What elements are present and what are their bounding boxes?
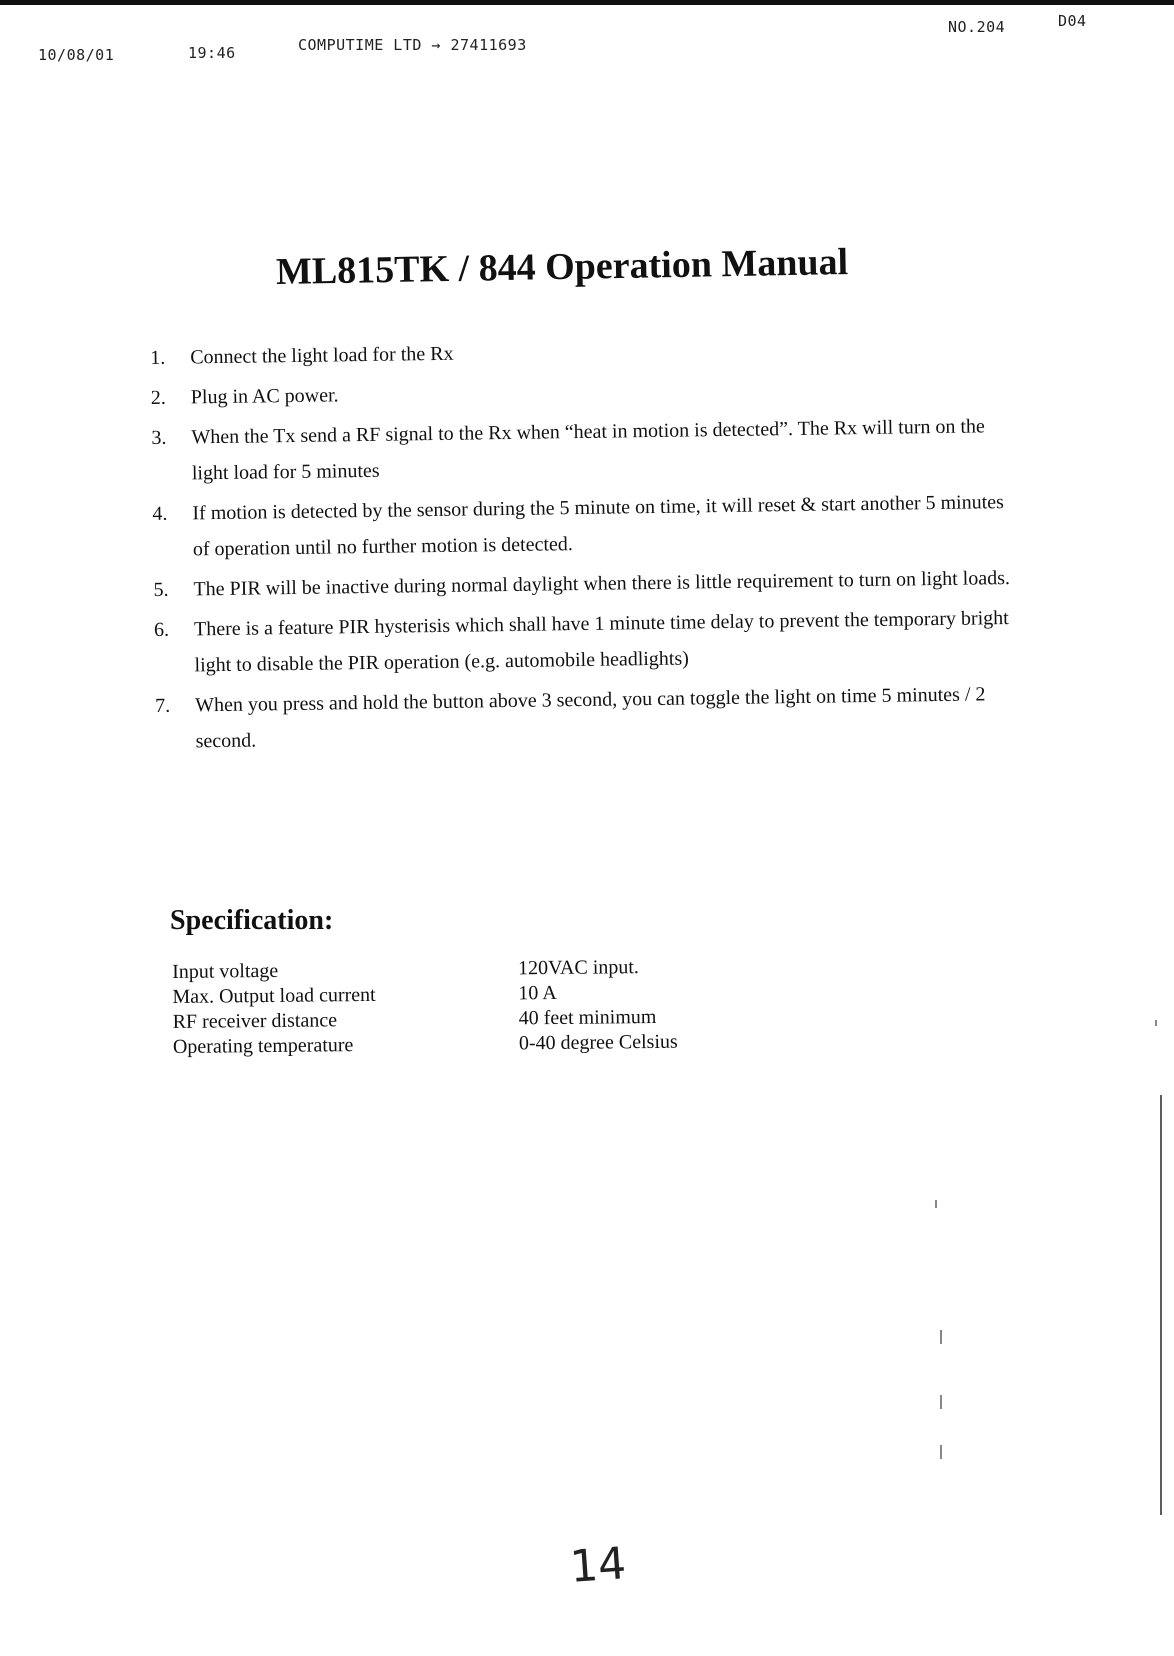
scan-edge-line — [1160, 1095, 1162, 1515]
step-number: 2. — [150, 386, 166, 409]
step-text: When the Tx send a RF signal to the Rx when “heat in motion is detected”. The Rx will turn on the light load for 5 minutes — [191, 415, 986, 485]
fax-top-border — [0, 0, 1174, 5]
spec-value: 10 A — [518, 981, 557, 1005]
step-text: The PIR will be inactive during normal daylight when there is little requirement to turn on light loads. — [193, 567, 1011, 601]
list-item — [154, 600, 1015, 684]
spec-label: Max. Output load current — [172, 983, 376, 1008]
scan-speck — [940, 1395, 942, 1409]
fax-date: 10/08/01 — [38, 46, 115, 64]
step-number: 1. — [150, 346, 166, 369]
fax-page-code: D04 — [1058, 12, 1087, 30]
step-number: 7. — [154, 694, 171, 717]
scan-speck — [1155, 1020, 1157, 1026]
spec-value: 0-40 degree Celsius — [518, 1030, 678, 1055]
list-item — [155, 676, 1016, 760]
step-text: If motion is detected by the sensor during the 5 minute on time, it will reset & start another 5 minutes of operation until no further motion is detected. — [192, 491, 1005, 561]
list-item — [151, 408, 1012, 492]
step-text: Plug in AC power. — [190, 384, 339, 409]
scan-speck — [935, 1200, 937, 1208]
scan-speck — [940, 1330, 942, 1344]
step-number: 5. — [153, 578, 169, 601]
document-title: ML815TK / 844 Operation Manual — [275, 241, 849, 293]
fax-sender: COMPUTIME LTD → 27411693 — [298, 36, 527, 54]
spec-label: Input voltage — [172, 959, 279, 983]
list-item — [152, 484, 1013, 568]
step-text: Connect the light load for the Rx — [190, 342, 454, 369]
spec-label: Operating temperature — [172, 1034, 354, 1058]
fax-number: NO.204 — [948, 18, 1006, 36]
step-number: 3. — [151, 426, 167, 449]
handwritten-page-number: 14 — [568, 1538, 628, 1593]
specification-heading: Specification: — [170, 905, 334, 936]
fax-time: 19:46 — [188, 44, 236, 62]
spec-value: 120VAC input. — [517, 956, 639, 980]
specification-table — [172, 954, 733, 1060]
spec-value: 40 feet minimum — [518, 1005, 657, 1030]
table-row — [173, 1029, 733, 1060]
step-text: There is a feature PIR hysterisis which shall have 1 minute time delay to prevent the temporary bright light to disable the PIR operation (e.g. automobile headlights) — [193, 607, 1009, 677]
step-number: 6. — [153, 618, 170, 641]
spec-label: RF receiver distance — [172, 1009, 338, 1033]
operation-steps-list — [150, 328, 1016, 764]
step-number: 4. — [152, 502, 168, 525]
step-text: When you press and hold the button above 3 second, you can toggle the light on time 5 minutes / 2 second. — [194, 683, 986, 753]
scan-speck — [940, 1445, 942, 1459]
